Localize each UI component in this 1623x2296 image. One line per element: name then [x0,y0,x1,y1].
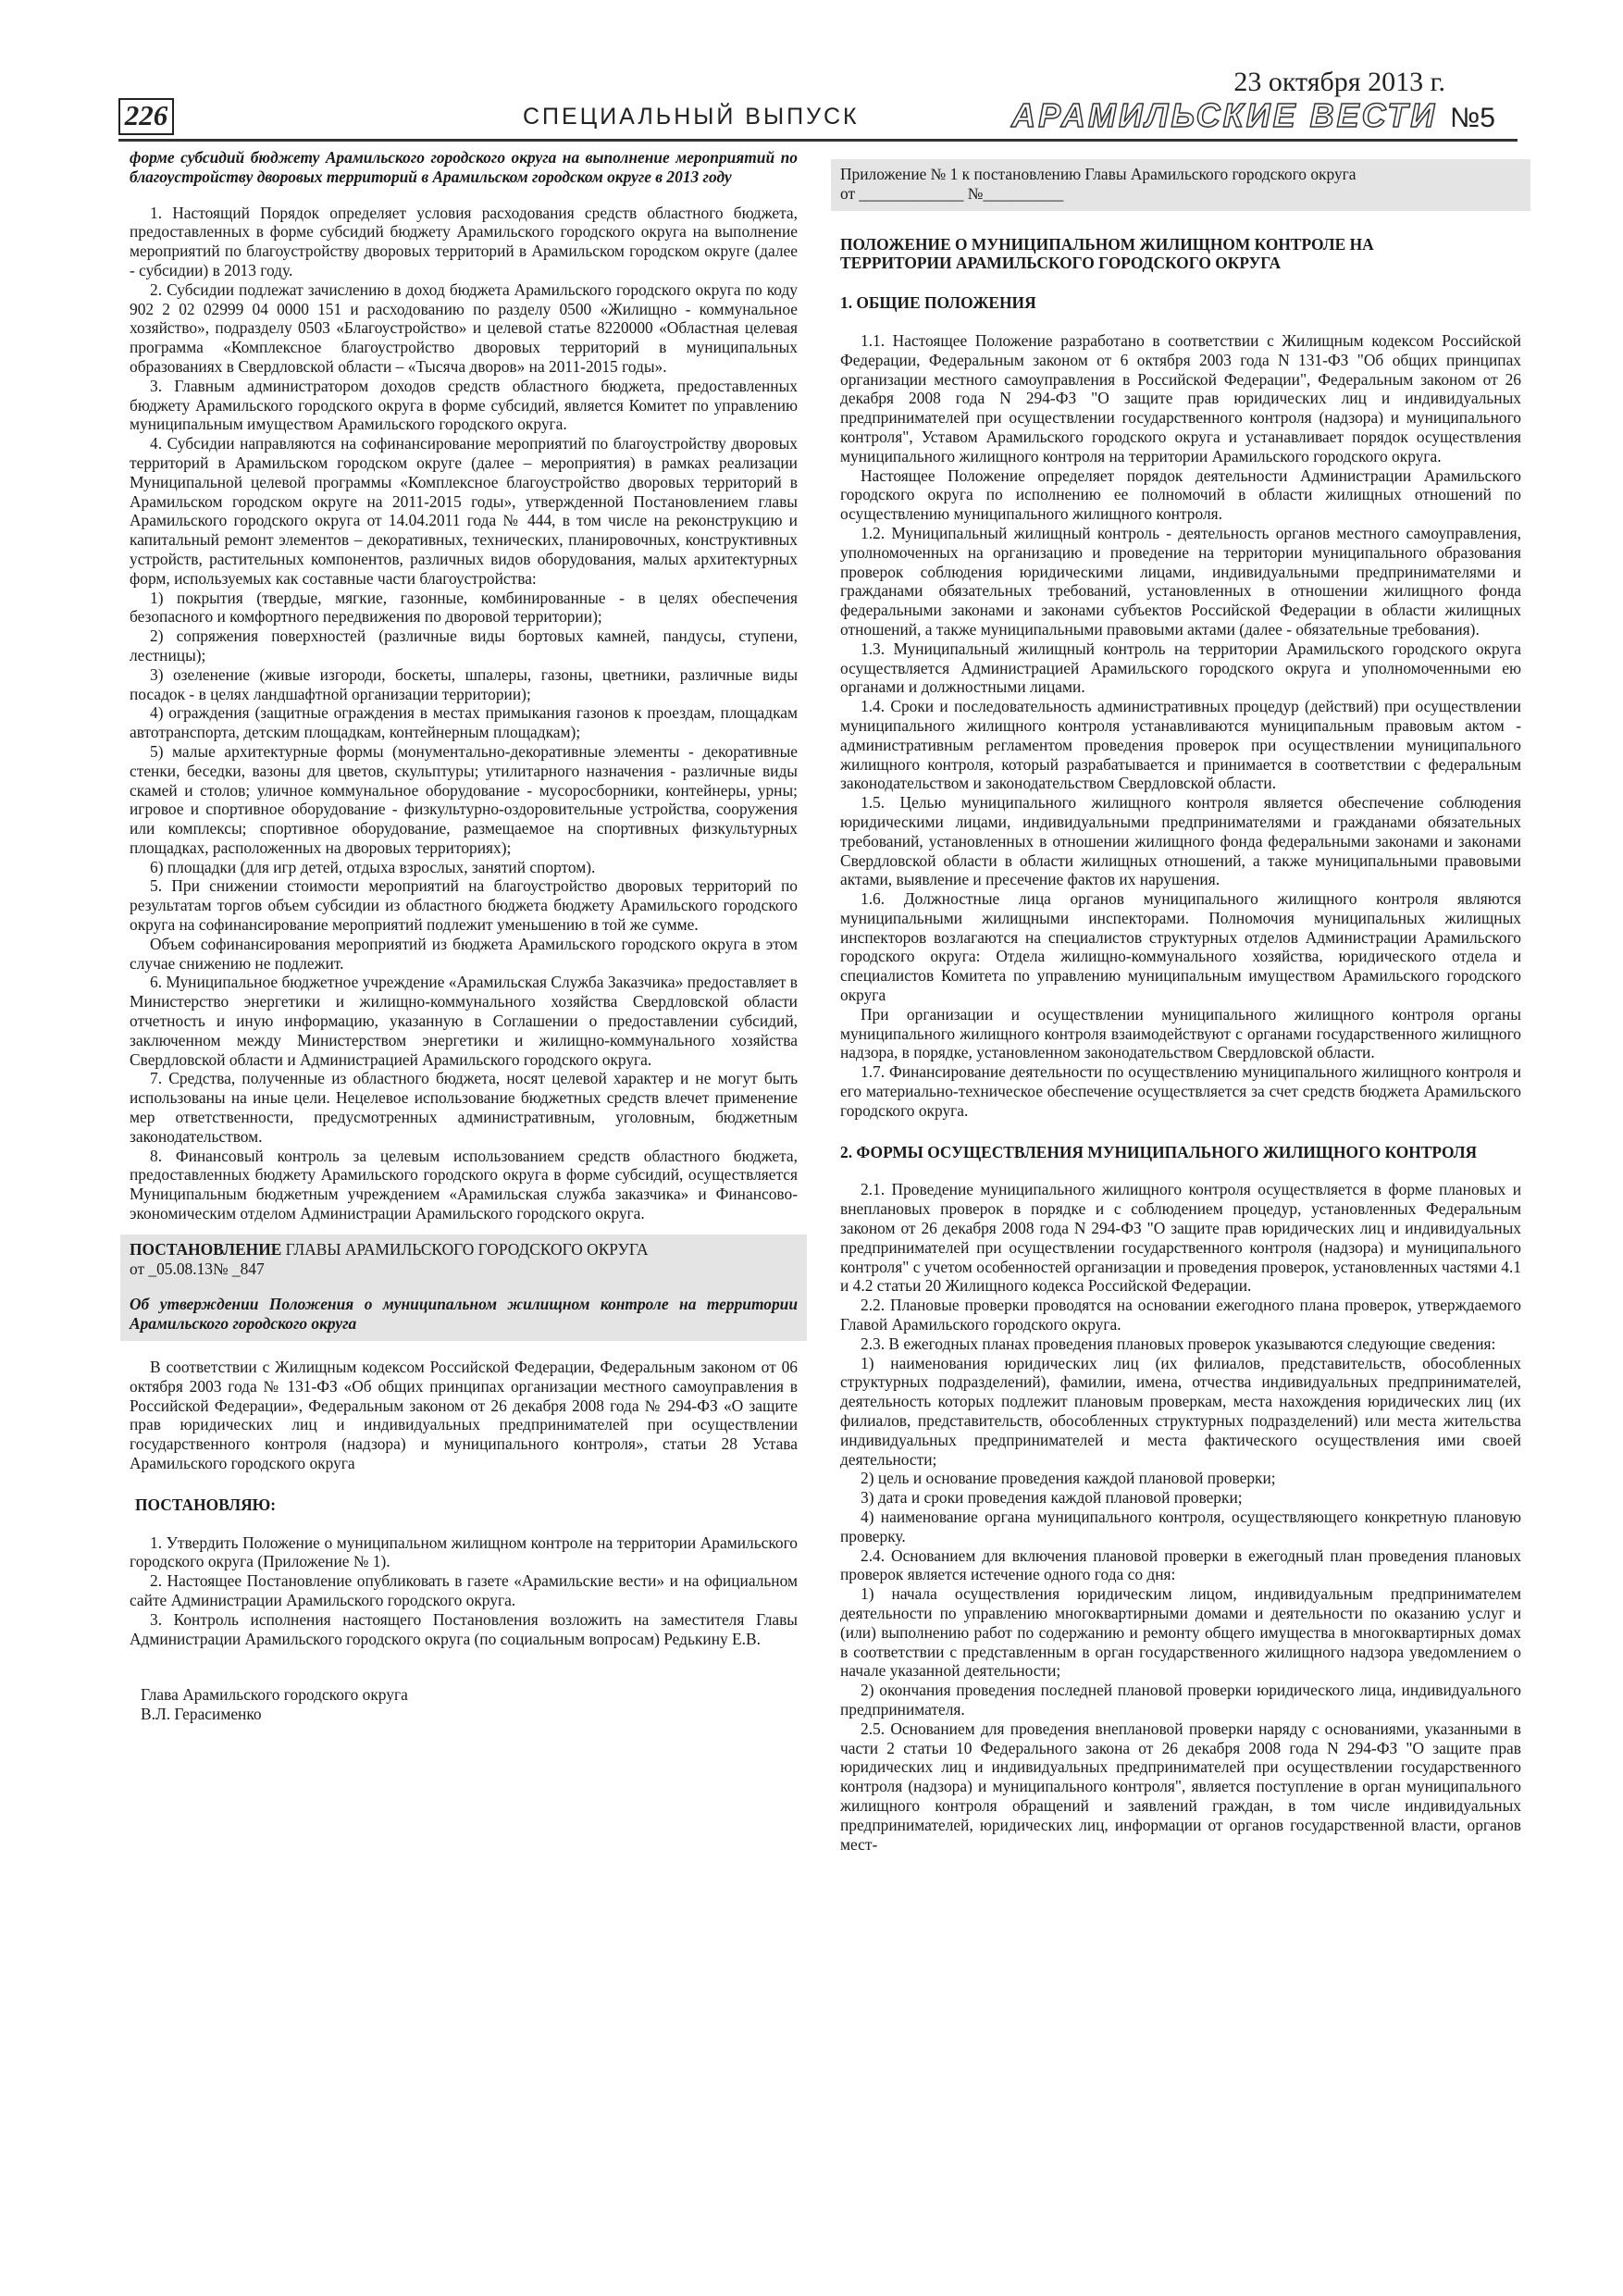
paragraph: 4) наименование органа муниципального контроля, осуществляющего конкретную плановую проверку. [840,1508,1521,1545]
right-column [840,148,1521,1854]
decree-subject: Об утверждении Положения о муниципальном жилищном контроле на территории Арамильского городского округа [130,1295,798,1334]
issue-type: СПЕЦИАЛЬНЫЙ ВЫПУСК [523,104,860,130]
resolve-item: 2. Настоящее Постановление опубликовать в газете «Арамильские вести» и на официальном сайте Администрации Арамильского городского округа. [130,1571,798,1609]
paragraph: 3) озеленение (живые изгороди, боскеты, шпалеры, газоны, цветники, различные виды посадок - в целях ландшафтной организации территории); [130,664,798,703]
signature-name: В.Л. Герасименко [141,1705,262,1724]
paragraph: 1.1. Настоящее Положение разработано в соответствии с Жилищным кодексом Российской Федерации, Федеральным законом от 6 октября 2003 года N 131-ФЗ "Об общих принципах организации местного самоуправления в Российской Федерации", Федеральным законом от 26 декабря 2008 года N 294-ФЗ "О защите прав юридических лиц и индивидуальных предпринимателей при осуществлении государственного контроля (надзора) и муниципального контроля", Уставом Арамильского городского округа и устанавливает порядок осуществления муниципального жилищного контроля на территории Арамильского городского округа. [840,330,1521,465]
paragraph: 1.4. Сроки и последовательность административных процедур (действий) при осуществлении муниципального жилищного контроля устанавливаются муниципальным правовым актом - административным регламентом проведения проверок при осуществлении муниципального жилищного контроля, который разрабатывается и принимается в соответствии с федеральным законодательством и законодательством Свердловской области. [840,697,1521,793]
annex-date: от _____________ №__________ [840,183,1064,203]
decree-header-box [120,1235,807,1341]
masthead [1011,96,1495,135]
paragraph: 2. Субсидии подлежат зачислению в доход бюджета Арамильского городского округа по коду 902 2 02 02999 04 0000 151 и расходованию по разделу 0500 «Жилищно - коммунальное хозяйство», подразделу 0503 «Благоустройство» и целевой статье 8220000 «Областная целевая программа «Комплексное благоустройство дворовых территорий в муниципальных образованиях в Свердловской области – «Тысяча дворов» на 2011-2015 годы». [130,279,798,376]
left-column [130,148,798,1724]
paragraph: 6) площадки (для игр детей, отдыха взрослых, занятий спортом). [150,857,596,876]
paragraph: Объем софинансирования мероприятий из бюджета Арамильского городского округа в этом случае снижению не подлежит. [130,934,798,973]
paragraph: 2) окончания проведения последней плановой проверки юридического лица, индивидуального предпринимателя. [840,1681,1521,1719]
paragraph: 3) дата и сроки проведения каждой плановой проверки; [861,1488,1243,1508]
resolve-item: 3. Контроль исполнения настоящего Постановления возложить на заместителя Главы Администрации Арамильского городского округа (по социальным вопросам) Редькину Е.В. [130,1609,798,1648]
paragraph: 1.2. Муниципальный жилищный контроль - деятельность органов местного самоуправления, уполномоченных на организацию и проведение на территории муниципального образования проверок соблюдения юридическими лицами, индивидуальными предпринимателями и гражданами обязательных требований, установленных в отношении жилищного фонда федеральными законами и законами субъектов Российской Федерации в области жилищных отношений, а также муниципальными правовыми актами (далее - обязательные требования). [840,523,1521,639]
resolve-item: 1. Утвердить Положение о муниципальном жилищном контроле на территории Арамильского городского округа (Приложение № 1). [130,1533,798,1571]
section-heading: 1. ОБЩИЕ ПОЛОЖЕНИЯ [840,293,1036,313]
paragraph: 2.2. Плановые проверки проводятся на основании ежегодного плана проверок, утверждаемого Главой Арамильского городского округа. [840,1296,1521,1334]
paragraph: 1.3. Муниципальный жилищный контроль на территории Арамильского городского округа осуществляется Администрацией Арамильского городского округа и уполномоченными ею органами и должностными лицами. [840,639,1521,697]
publication-date: 23 октября 2013 г. [1233,67,1445,97]
paragraph: 1.6. Должностные лица органов муниципального жилищного контроля являются муниципальными жилищными инспекторами. Полномочия муниципальных жилищных инспекторов возлагаются на специалистов структурных отделов Администрации Арамильского городского округа: Отдела жилищно-коммунального хозяйства, юридического отдела и специалистов Комитета по управлению муниципальным имуществом Арамильского городского округа [840,889,1521,1005]
publication-name: АРАМИЛЬСКИЕ ВЕСТИ [1011,96,1438,134]
decree-label: ПОСТАНОВЛЕНИЕ [130,1239,282,1259]
decree-title-rest: ГЛАВЫ АРАМИЛЬСКОГО ГОРОДСКОГО ОКРУГА [281,1239,649,1259]
paragraph: 8. Финансовый контроль за целевым использованием средств областного бюджета, предоставленных бюджету Арамильского городского округа в форме субсидий, осуществляется Муниципальным бюджетным учреждением «Арамильская служба заказчика» и Финансово-экономическим отделом Администрации Арамильского городского округа. [130,1146,798,1223]
signature-title: Глава Арамильского городского округа [141,1685,408,1705]
paragraph: 3. Главным администратором доходов средств областного бюджета, предоставленных бюджету Арамильского городского округа в форме субсидий, является Комитет по управлению муниципальным имуществом Арамильского городского округа. [130,376,798,434]
decree-date: от _05.08.13№ _847 [130,1259,265,1278]
resolve-heading: ПОСТАНОВЛЯЮ: [135,1495,276,1514]
paragraph: 1) наименования юридических лиц (их филиалов, представительств, обособленных структурных подразделений), фамилии, имена, отчества индивидуальных предпринимателей, деятельность которых подлежит плановым проверкам, места нахождения юридических лиц (их филиалов, представительств, обособленных структурных подразделений) или места жительства индивидуальных предпринимателей и места фактического осуществления ими своей деятельности; [840,1353,1521,1469]
header-rule [118,139,1518,142]
paragraph: 7. Средства, полученные из областного бюджета, носят целевой характер и не могут быть использованы на иные цели. Нецелевое использование бюджетных средств влечет применение мер ответственности, предусмотренных административным, уголовным, бюджетным законодательством. [130,1069,798,1146]
paragraph: 2.4. Основанием для включения плановой проверки в ежегодный план проведения плановых проверок является истечение одного года со дня: [840,1545,1521,1584]
paragraph: 2.3. В ежегодных планах проведения плановых проверок указываются следующие сведения: [861,1334,1496,1353]
page-number: 226 [118,98,174,135]
paragraph: 2.1. Проведение муниципального жилищного контроля осуществляется в форме плановых и внеплановых проверок в порядке и с соблюдением процедур, установленных Федеральным законом от 26 декабря 2008 года N 294-ФЗ "О защите прав юридических лиц и индивидуальных предпринимателей при осуществлении государственного контроля (надзора) и муниципального контроля" с учетом особенностей организации и проведения проверок, установленных частями 4.1 и 4.2 статьи 20 Жилищного кодекса Российской Федерации. [840,1180,1521,1296]
intro-title: форме субсидий бюджету Арамильского городского округа на выполнение мероприятий по благоустройству дворовых территорий в Арамильском городском округе в 2013 году [130,148,798,186]
paragraph: 4) ограждения (защитные ограждения в местах примыкания газонов к проездам, площадкам автотранспорта, детским площадкам, контейнерным площадкам); [130,703,798,742]
signature-block [130,1685,798,1724]
decree-title [130,1240,798,1260]
section-heading: 2. ФОРМЫ ОСУЩЕСТВЛЕНИЯ МУНИЦИПАЛЬНОГО ЖИЛИЩНОГО КОНТРОЛЯ [840,1142,1478,1161]
paragraph: 1.5. Целью муниципального жилищного контроля является обеспечение соблюдения юридическими лицами, индивидуальными предпринимателями и гражданами обязательных требований, установленных в отношении жилищного фонда федеральными законами и законами Свердловской области в области жилищных отношений, а также муниципальными правовыми актами, выявление и пресечение фактов их нарушения. [840,793,1521,889]
issue-number: №5 [1450,103,1495,133]
paragraph: 6. Муниципальное бюджетное учреждение «Арамильская Служба Заказчика» предоставляет в Министерство энергетики и жилищно-коммунального хозяйства Свердловской области отчетность и иную информацию, указанную в Соглашении о предоставлении субсидий, заключенном между Министерством энергетики и жилищно-коммунального хозяйства Свердловской области и Администрацией Арамильского городского округа. [130,973,798,1069]
paragraph: 2) сопряжения поверхностей (различные виды бортовых камней, пандусы, ступени, лестницы); [130,627,798,664]
paragraph: 2.5. Основанием для проведения внеплановой проверки наряду с основаниями, указанными в части 2 статьи 10 Федерального закона от 26 декабря 2008 года N 294-ФЗ "О защите прав юридических лиц и индивидуальных предпринимателей при осуществлении государственного контроля (надзора) и муниципального контроля", является поступление в орган муниципального жилищного контроля обращений и заявлений граждан, в том числе индивидуальных предпринимателей, юридических лиц, информации от органов государственной власти, органов мест- [840,1719,1521,1854]
paragraph: При организации и осуществлении муниципального жилищного контроля органы муниципального жилищного контроля взаимодействуют с органами государственного жилищного надзора, в порядке, установленном законодательством Свердловской области. [840,1004,1521,1062]
paragraph: 2) цель и основание проведения каждой плановой проверки; [861,1469,1276,1488]
paragraph: 5) малые архитектурные формы (монументально-декоративные элементы - декоративные стенки, беседки, вазоны для цветов, скульптуры; утилитарного назначения - различные виды скамей и столов; уличное коммунальное оборудование - мусоросборники, контейнеры, урны; игровое и спортивное оборудование - физкультурно-оздоровительные устройства, сооружения или комплексы; спортивное оборудование, размещаемое на спортивных физкультурных площадках, расположенных на дворовых территориях); [130,741,798,857]
paragraph: Настоящее Положение определяет порядок деятельности Администрации Арамильского городского округа по исполнению ее полномочий в области жилищных отношений по осуществлению муниципального жилищного контроля. [840,465,1521,524]
page-header [0,0,1623,148]
decree-preamble: В соответствии с Жилищным кодексом Российской Федерации, Федеральным законом от 06 октября 2003 года № 131-ФЗ «Об общих принципах организации местного самоуправления в Российской Федерации», Федеральным законом от 26 декабря 2008 года № 294-ФЗ «О защите прав юридических лиц и индивидуальных предпринимателей при осуществлении государственного контроля (надзора) и муниципального контроля», статьи 28 Устава Арамильского городского округа [130,1358,798,1472]
paragraph: 5. При снижении стоимости мероприятий на благоустройство дворовых территорий по результатам торгов объем субсидии из областного бюджета бюджету Арамильского городского округа на софинансирование мероприятий подлежит уменьшению в той же сумме. [130,876,798,935]
annex-box [831,159,1530,211]
paragraph: 1) покрытия (твердые, мягкие, газонные, комбинированные - в целях обеспечения безопасного и комфортного передвижения по дворовой территории); [130,588,798,627]
annex-reference: Приложение № 1 к постановлению Главы Арамильского городского округа [840,165,1357,183]
paragraph: 1) начала осуществления юридическим лицом, индивидуальным предпринимателем деятельности по управлению многоквартирными домами и деятельности по оказанию услуг и (или) выполнению работ по содержанию и ремонту общего имущества в многоквартирных домах в соответствии с представленным в орган государственного жилищного надзора уведомлением о начале указанной деятельности; [840,1584,1521,1681]
paragraph: 4. Субсидии направляются на софинансирование мероприятий по благоустройству дворовых территорий в Арамильском городском округе (далее – мероприятия) в рамках реализации Муниципальной целевой программы «Комплексное благоустройство дворовых территорий в Арамильском городском округе на 2011-2015 годы», утвержденной Постановлением главы Арамильского городского округа от 14.04.2011 года № 444, в том числе на реконструкцию и капитальный ремонт элементов – декоративных, технических, планировочных, конструктивных устройств, растительных компонентов, различных видов оборудования, малых архитектурных форм, используемых как составные части благоустройства: [130,434,798,588]
paragraph: 1.7. Финансирование деятельности по осуществлению муниципального жилищного контроля и его материально-техническое обеспечение осуществляется за счет средств бюджета Арамильского городского округа. [840,1062,1521,1120]
doc-title: ПОЛОЖЕНИЕ О МУНИЦИПАЛЬНОМ ЖИЛИЩНОМ КОНТРОЛЕ НА ТЕРРИТОРИИ АРАМИЛЬСКОГО ГОРОДСКОГО ОКРУГА [840,234,1374,273]
paragraph: 1. Настоящий Порядок определяет условия расходования средств областного бюджета, предоставленных в форме субсидий бюджету Арамильского городского округа на выполнение мероприятий по благоустройству дворовых территорий в Арамильском городском округе (далее - субсидии) в 2013 году. [130,203,798,279]
